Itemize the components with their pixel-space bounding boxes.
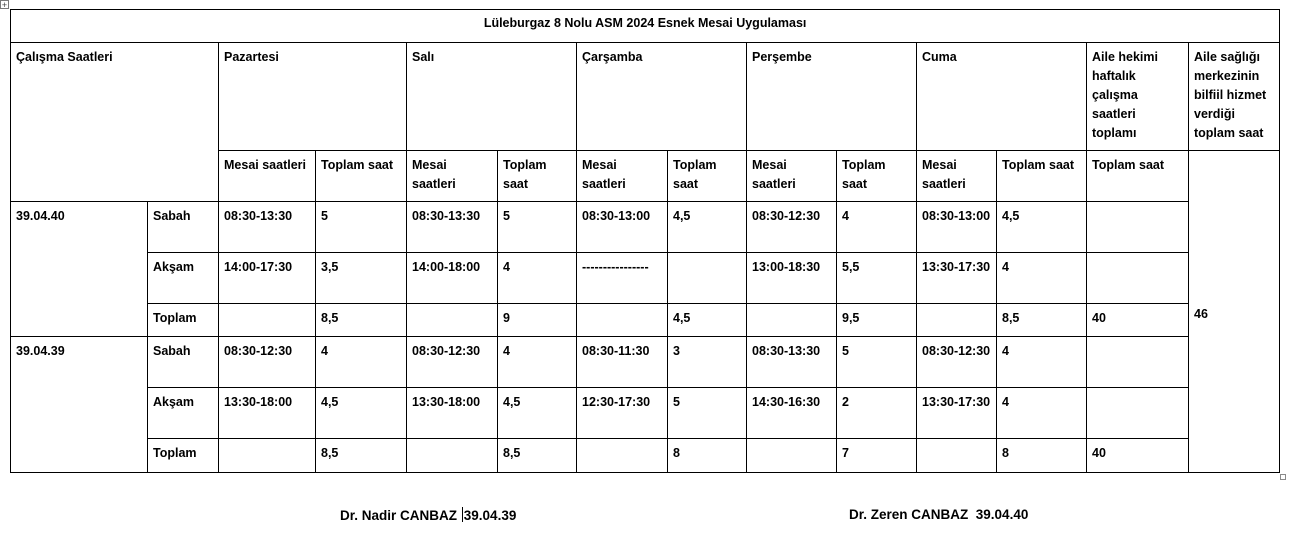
toplam-saat-cell: 4,5: [498, 388, 577, 439]
toplam-saat-cell: 4,5: [997, 202, 1087, 253]
doctor-code-cell: 39.04.39: [11, 337, 148, 473]
mesai-saatleri-cell: 08:30-12:30: [747, 202, 837, 253]
mesai-saatleri-cell: 13:30-17:30: [917, 253, 997, 304]
toplam-saat-cell: 5: [668, 388, 747, 439]
subheader-mesai-saatleri: Mesai saatleri: [577, 151, 668, 202]
mesai-saatleri-cell: [917, 304, 997, 337]
toplam-saat-cell: 5: [316, 202, 407, 253]
header-day-persembe: Perşembe: [747, 43, 917, 151]
row-label-toplam: Toplam: [148, 439, 219, 473]
toplam-saat-cell: 3,5: [316, 253, 407, 304]
header-day-pazartesi: Pazartesi: [219, 43, 407, 151]
toplam-saat-cell: 9: [498, 304, 577, 337]
mesai-saatleri-cell: 14:00-17:30: [219, 253, 316, 304]
mesai-saatleri-cell: 13:30-18:00: [219, 388, 316, 439]
mesai-saatleri-cell: 08:30-12:30: [407, 337, 498, 388]
toplam-saat-cell: 8,5: [316, 304, 407, 337]
toplam-saat-cell: 4: [316, 337, 407, 388]
row-label-sabah: Sabah: [148, 337, 219, 388]
header-calisma-saatleri: Çalışma Saatleri: [11, 43, 219, 202]
toplam-saat-cell: 5: [498, 202, 577, 253]
header-day-carsamba: Çarşamba: [577, 43, 747, 151]
toplam-saat-cell: 5,5: [837, 253, 917, 304]
mesai-saatleri-cell: [219, 304, 316, 337]
mesai-saatleri-cell: ----------------: [577, 253, 668, 304]
mesai-saatleri-cell: [577, 439, 668, 473]
mesai-saatleri-cell: 08:30-12:30: [917, 337, 997, 388]
mesai-saatleri-cell: [577, 304, 668, 337]
mesai-saatleri-cell: 08:30-12:30: [219, 337, 316, 388]
table-row: [11, 253, 1280, 304]
subheader-toplam-saat: Toplam saat: [498, 151, 577, 202]
mesai-saatleri-cell: [747, 304, 837, 337]
mesai-saatleri-cell: [219, 439, 316, 473]
mesai-saatleri-cell: [407, 304, 498, 337]
signature-code: 39.04.40: [975, 507, 1029, 522]
table-row: [11, 337, 1280, 388]
toplam-saat-cell: 9,5: [837, 304, 917, 337]
mesai-saatleri-cell: 13:30-18:00: [407, 388, 498, 439]
mesai-saatleri-cell: 12:30-17:30: [577, 388, 668, 439]
mesai-saatleri-cell: 08:30-13:30: [407, 202, 498, 253]
subheader-mesai-saatleri: Mesai saatleri: [407, 151, 498, 202]
toplam-saat-cell: 8,5: [997, 304, 1087, 337]
row-label-toplam: Toplam: [148, 304, 219, 337]
header-weekly-total: Aile hekimi haftalık çalışma saatleri toplamı: [1087, 43, 1189, 151]
toplam-saat-cell: 2: [837, 388, 917, 439]
row-label-aksam: Akşam: [148, 388, 219, 439]
mesai-saatleri-cell: [917, 439, 997, 473]
signature-name: Dr. Zeren CANBAZ: [849, 507, 969, 522]
header-day-sali: Salı: [407, 43, 577, 151]
subheader-weekly-toplam-saat: Toplam saat: [1087, 151, 1189, 202]
toplam-saat-cell: 8: [668, 439, 747, 473]
toplam-saat-cell: 4,5: [316, 388, 407, 439]
toplam-saat-cell: 8,5: [498, 439, 577, 473]
table-resize-handle[interactable]: [1280, 474, 1286, 480]
mesai-saatleri-cell: 08:30-13:00: [917, 202, 997, 253]
toplam-saat-cell: 4: [997, 253, 1087, 304]
toplam-saat-cell: 4,5: [668, 304, 747, 337]
subheader-toplam-saat: Toplam saat: [316, 151, 407, 202]
mesai-saatleri-cell: [747, 439, 837, 473]
toplam-saat-cell: 4: [997, 388, 1087, 439]
subheader-mesai-saatleri: Mesai saatleri: [917, 151, 997, 202]
toplam-saat-cell: 4: [498, 337, 577, 388]
weekly-total-cell: [1087, 202, 1189, 253]
mesai-saatleri-cell: 08:30-13:00: [577, 202, 668, 253]
subheader-toplam-saat: Toplam saat: [997, 151, 1087, 202]
signature-nadir: [340, 507, 516, 523]
weekly-total-cell: 40: [1087, 304, 1189, 337]
mesai-saatleri-cell: 13:00-18:30: [747, 253, 837, 304]
toplam-saat-cell: 4: [997, 337, 1087, 388]
toplam-saat-cell: 8,5: [316, 439, 407, 473]
mesai-saatleri-cell: 08:30-13:30: [747, 337, 837, 388]
table-row: [11, 388, 1280, 439]
table-row: [11, 439, 1280, 473]
row-label-sabah: Sabah: [148, 202, 219, 253]
center-total-cell: 46: [1189, 151, 1280, 473]
header-center-total: Aile sağlığı merkezinin bilfiil hizmet verdiği toplam saat: [1189, 43, 1280, 151]
mesai-saatleri-cell: 08:30-13:30: [219, 202, 316, 253]
table-title: Lüleburgaz 8 Nolu ASM 2024 Esnek Mesai Uygulaması: [11, 10, 1280, 43]
header-day-cuma: Cuma: [917, 43, 1087, 151]
mesai-saatleri-cell: [407, 439, 498, 473]
signature-name: Dr. Nadir CANBAZ: [340, 508, 458, 523]
table-row: [11, 202, 1280, 253]
weekly-total-cell: 40: [1087, 439, 1189, 473]
subheader-mesai-saatleri: Mesai saatleri: [747, 151, 837, 202]
mesai-saatleri-cell: 14:30-16:30: [747, 388, 837, 439]
mesai-saatleri-cell: 13:30-17:30: [917, 388, 997, 439]
mesai-saatleri-cell: 08:30-11:30: [577, 337, 668, 388]
table-row: [11, 304, 1280, 337]
signature-zeren: [849, 507, 1028, 522]
doctor-code-cell: 39.04.40: [11, 202, 148, 337]
subheader-toplam-saat: Toplam saat: [668, 151, 747, 202]
signature-code: 39.04.39: [463, 508, 517, 523]
subheader-mesai-saatleri: Mesai saatleri: [219, 151, 316, 202]
toplam-saat-cell: 8: [997, 439, 1087, 473]
toplam-saat-cell: 4: [837, 202, 917, 253]
schedule-table: [10, 9, 1280, 473]
row-label-aksam: Akşam: [148, 253, 219, 304]
weekly-total-cell: [1087, 337, 1189, 388]
toplam-saat-cell: 7: [837, 439, 917, 473]
text-cursor: [462, 507, 463, 522]
toplam-saat-cell: 3: [668, 337, 747, 388]
toplam-saat-cell: [668, 253, 747, 304]
toplam-saat-cell: 4: [498, 253, 577, 304]
subheader-toplam-saat: Toplam saat: [837, 151, 917, 202]
toplam-saat-cell: 4,5: [668, 202, 747, 253]
weekly-total-cell: [1087, 388, 1189, 439]
mesai-saatleri-cell: 14:00-18:00: [407, 253, 498, 304]
table-move-handle[interactable]: +: [1, 0, 8, 10]
weekly-total-cell: [1087, 253, 1189, 304]
toplam-saat-cell: 5: [837, 337, 917, 388]
